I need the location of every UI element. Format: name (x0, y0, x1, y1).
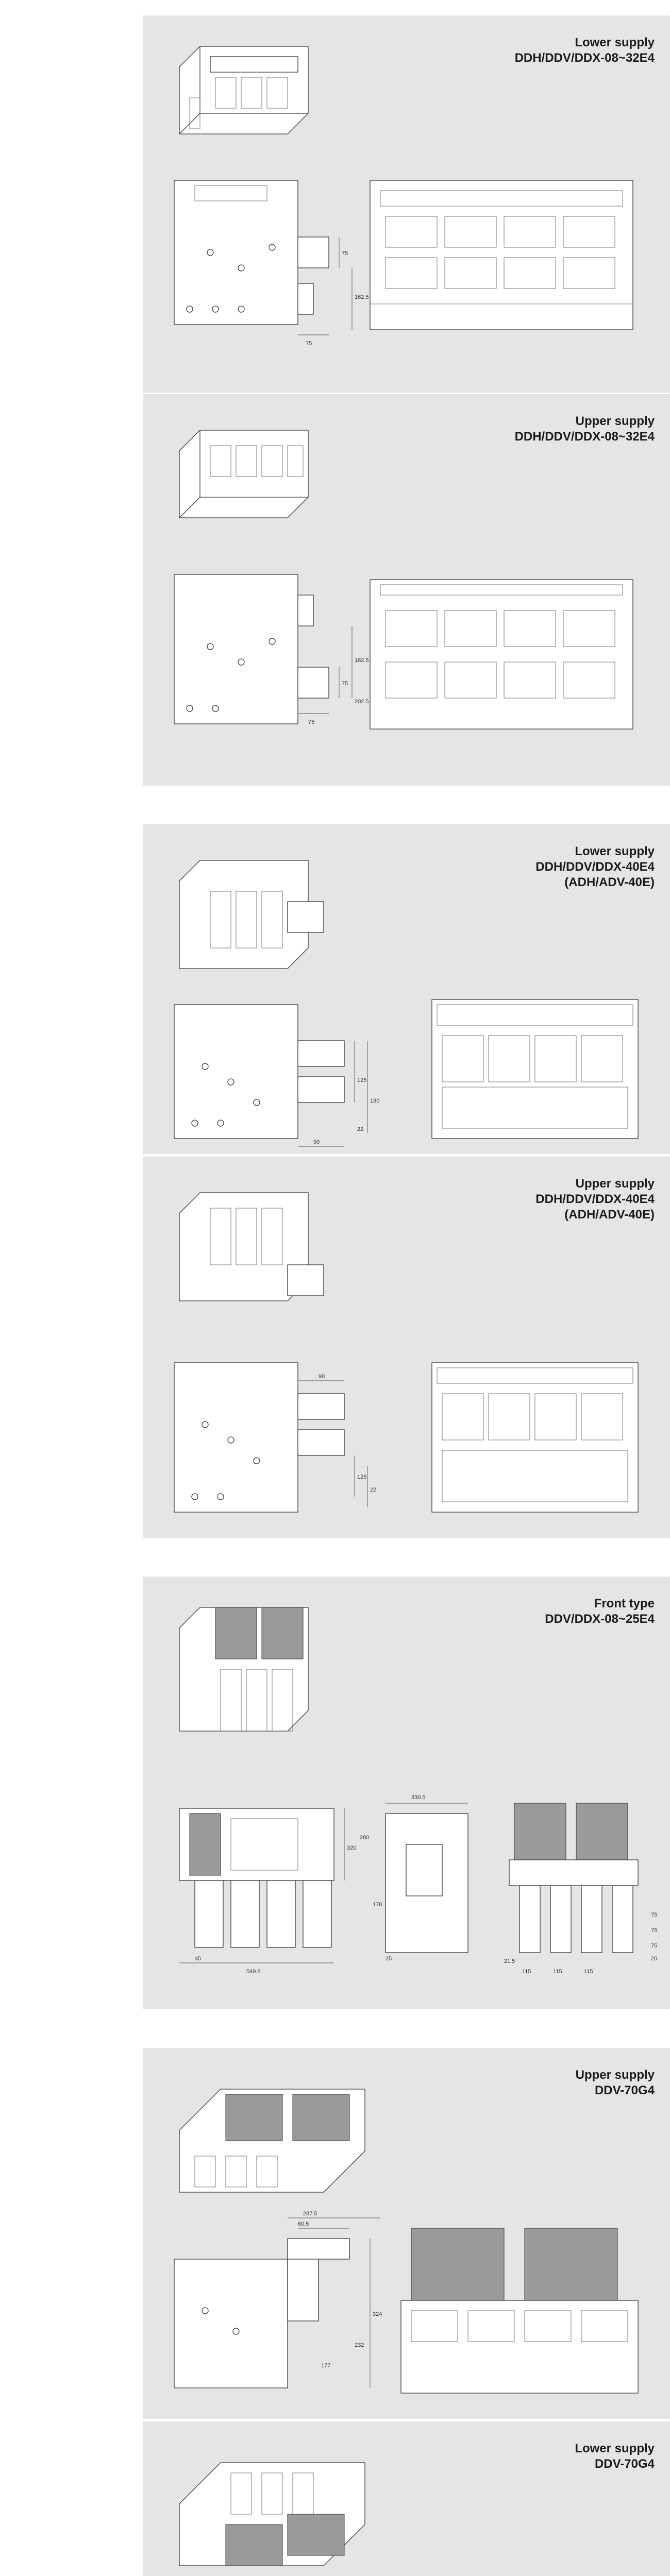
section-title: Upper supply DDH/DDV/DDX-08~32E4 (514, 414, 655, 444)
svg-text:324: 324 (373, 2311, 382, 2317)
svg-text:287.5: 287.5 (303, 2211, 317, 2217)
svg-text:330.5: 330.5 (411, 1794, 426, 1801)
svg-text:20: 20 (651, 1956, 658, 1962)
isometric-view (179, 860, 324, 969)
svg-text:232: 232 (355, 2342, 364, 2348)
svg-text:75: 75 (342, 250, 348, 257)
section-title: Lower supply DDH/DDV/DDX-40E4 (ADH/ADV-40E) (535, 844, 655, 889)
section-title: Lower supply DDH/DDV/DDX-08~32E4 (514, 36, 655, 65)
side-view (174, 1005, 367, 1146)
section-lower-supply-32e4 (143, 15, 670, 393)
svg-text:60.5: 60.5 (298, 2221, 309, 2227)
svg-text:320: 320 (347, 1845, 357, 1851)
svg-text:21.5: 21.5 (504, 1958, 515, 1964)
isometric-view (179, 46, 308, 134)
svg-text:115: 115 (584, 1969, 593, 1975)
isometric-view (179, 1193, 324, 1301)
isometric-view (179, 1607, 308, 1731)
svg-text:202.5: 202.5 (355, 699, 369, 705)
svg-text:178: 178 (373, 1902, 382, 1908)
front-view (179, 1808, 344, 1963)
svg-text:75: 75 (306, 341, 312, 347)
svg-text:115: 115 (553, 1969, 562, 1975)
side-view (174, 1363, 367, 1512)
svg-text:75: 75 (651, 1912, 658, 1918)
svg-text:549.8: 549.8 (246, 1969, 261, 1975)
svg-text:115: 115 (522, 1969, 531, 1975)
front-view (432, 999, 638, 1139)
svg-text:125: 125 (357, 1077, 367, 1083)
breaker-drawings (143, 824, 670, 1154)
svg-text:45: 45 (195, 1956, 202, 1962)
breaker-drawings (143, 2048, 670, 2419)
isometric-view (179, 2089, 365, 2192)
isometric-view (179, 2463, 365, 2566)
isometric-view (179, 430, 308, 518)
svg-text:180: 180 (370, 1098, 380, 1104)
svg-text:162.5: 162.5 (355, 657, 369, 664)
front-view (401, 2228, 638, 2393)
side-view (174, 180, 352, 335)
svg-text:75: 75 (342, 681, 348, 687)
section-upper-supply-32e4 (143, 394, 670, 786)
section-title: Lower supply DDV-70G4 (575, 2442, 655, 2471)
breaker-drawings (143, 15, 670, 393)
side-view (174, 2218, 380, 2388)
front-view (370, 580, 633, 729)
side-view (386, 1803, 468, 1953)
svg-text:125: 125 (357, 1474, 367, 1480)
svg-text:75: 75 (651, 1943, 658, 1949)
svg-text:280: 280 (360, 1835, 370, 1841)
svg-text:75: 75 (651, 1927, 658, 1934)
section-title: Upper supply DDH/DDV/DDX-40E4 (ADH/ADV-40E) (535, 1177, 655, 1222)
section-title: Upper supply DDV-70G4 (575, 2068, 655, 2097)
svg-text:25: 25 (386, 1956, 392, 1962)
breaker-drawings (143, 2421, 670, 2576)
svg-text:90: 90 (319, 1374, 325, 1380)
section-upper-supply-70g4 (143, 2048, 670, 2419)
svg-text:22: 22 (370, 1487, 377, 1493)
section-front-type-25e4 (143, 1577, 670, 2009)
svg-text:75: 75 (308, 719, 315, 725)
breaker-drawings (143, 394, 670, 786)
section-title: Front type DDV/DDX-08~25E4 (545, 1597, 655, 1626)
section-lower-supply-70g4 (143, 2421, 670, 2576)
breaker-drawings (143, 1577, 670, 2009)
section-lower-supply-40e4 (143, 824, 670, 1154)
svg-text:162.5: 162.5 (355, 294, 369, 300)
svg-text:22: 22 (357, 1126, 364, 1132)
breaker-drawings (143, 1157, 670, 1538)
svg-text:177: 177 (321, 2363, 331, 2369)
front-view (370, 180, 633, 330)
front-view (432, 1363, 638, 1512)
side-view (174, 574, 352, 724)
section-upper-supply-40e4 (143, 1157, 670, 1538)
svg-text:90: 90 (313, 1139, 320, 1145)
terminal-view (509, 1803, 638, 1953)
